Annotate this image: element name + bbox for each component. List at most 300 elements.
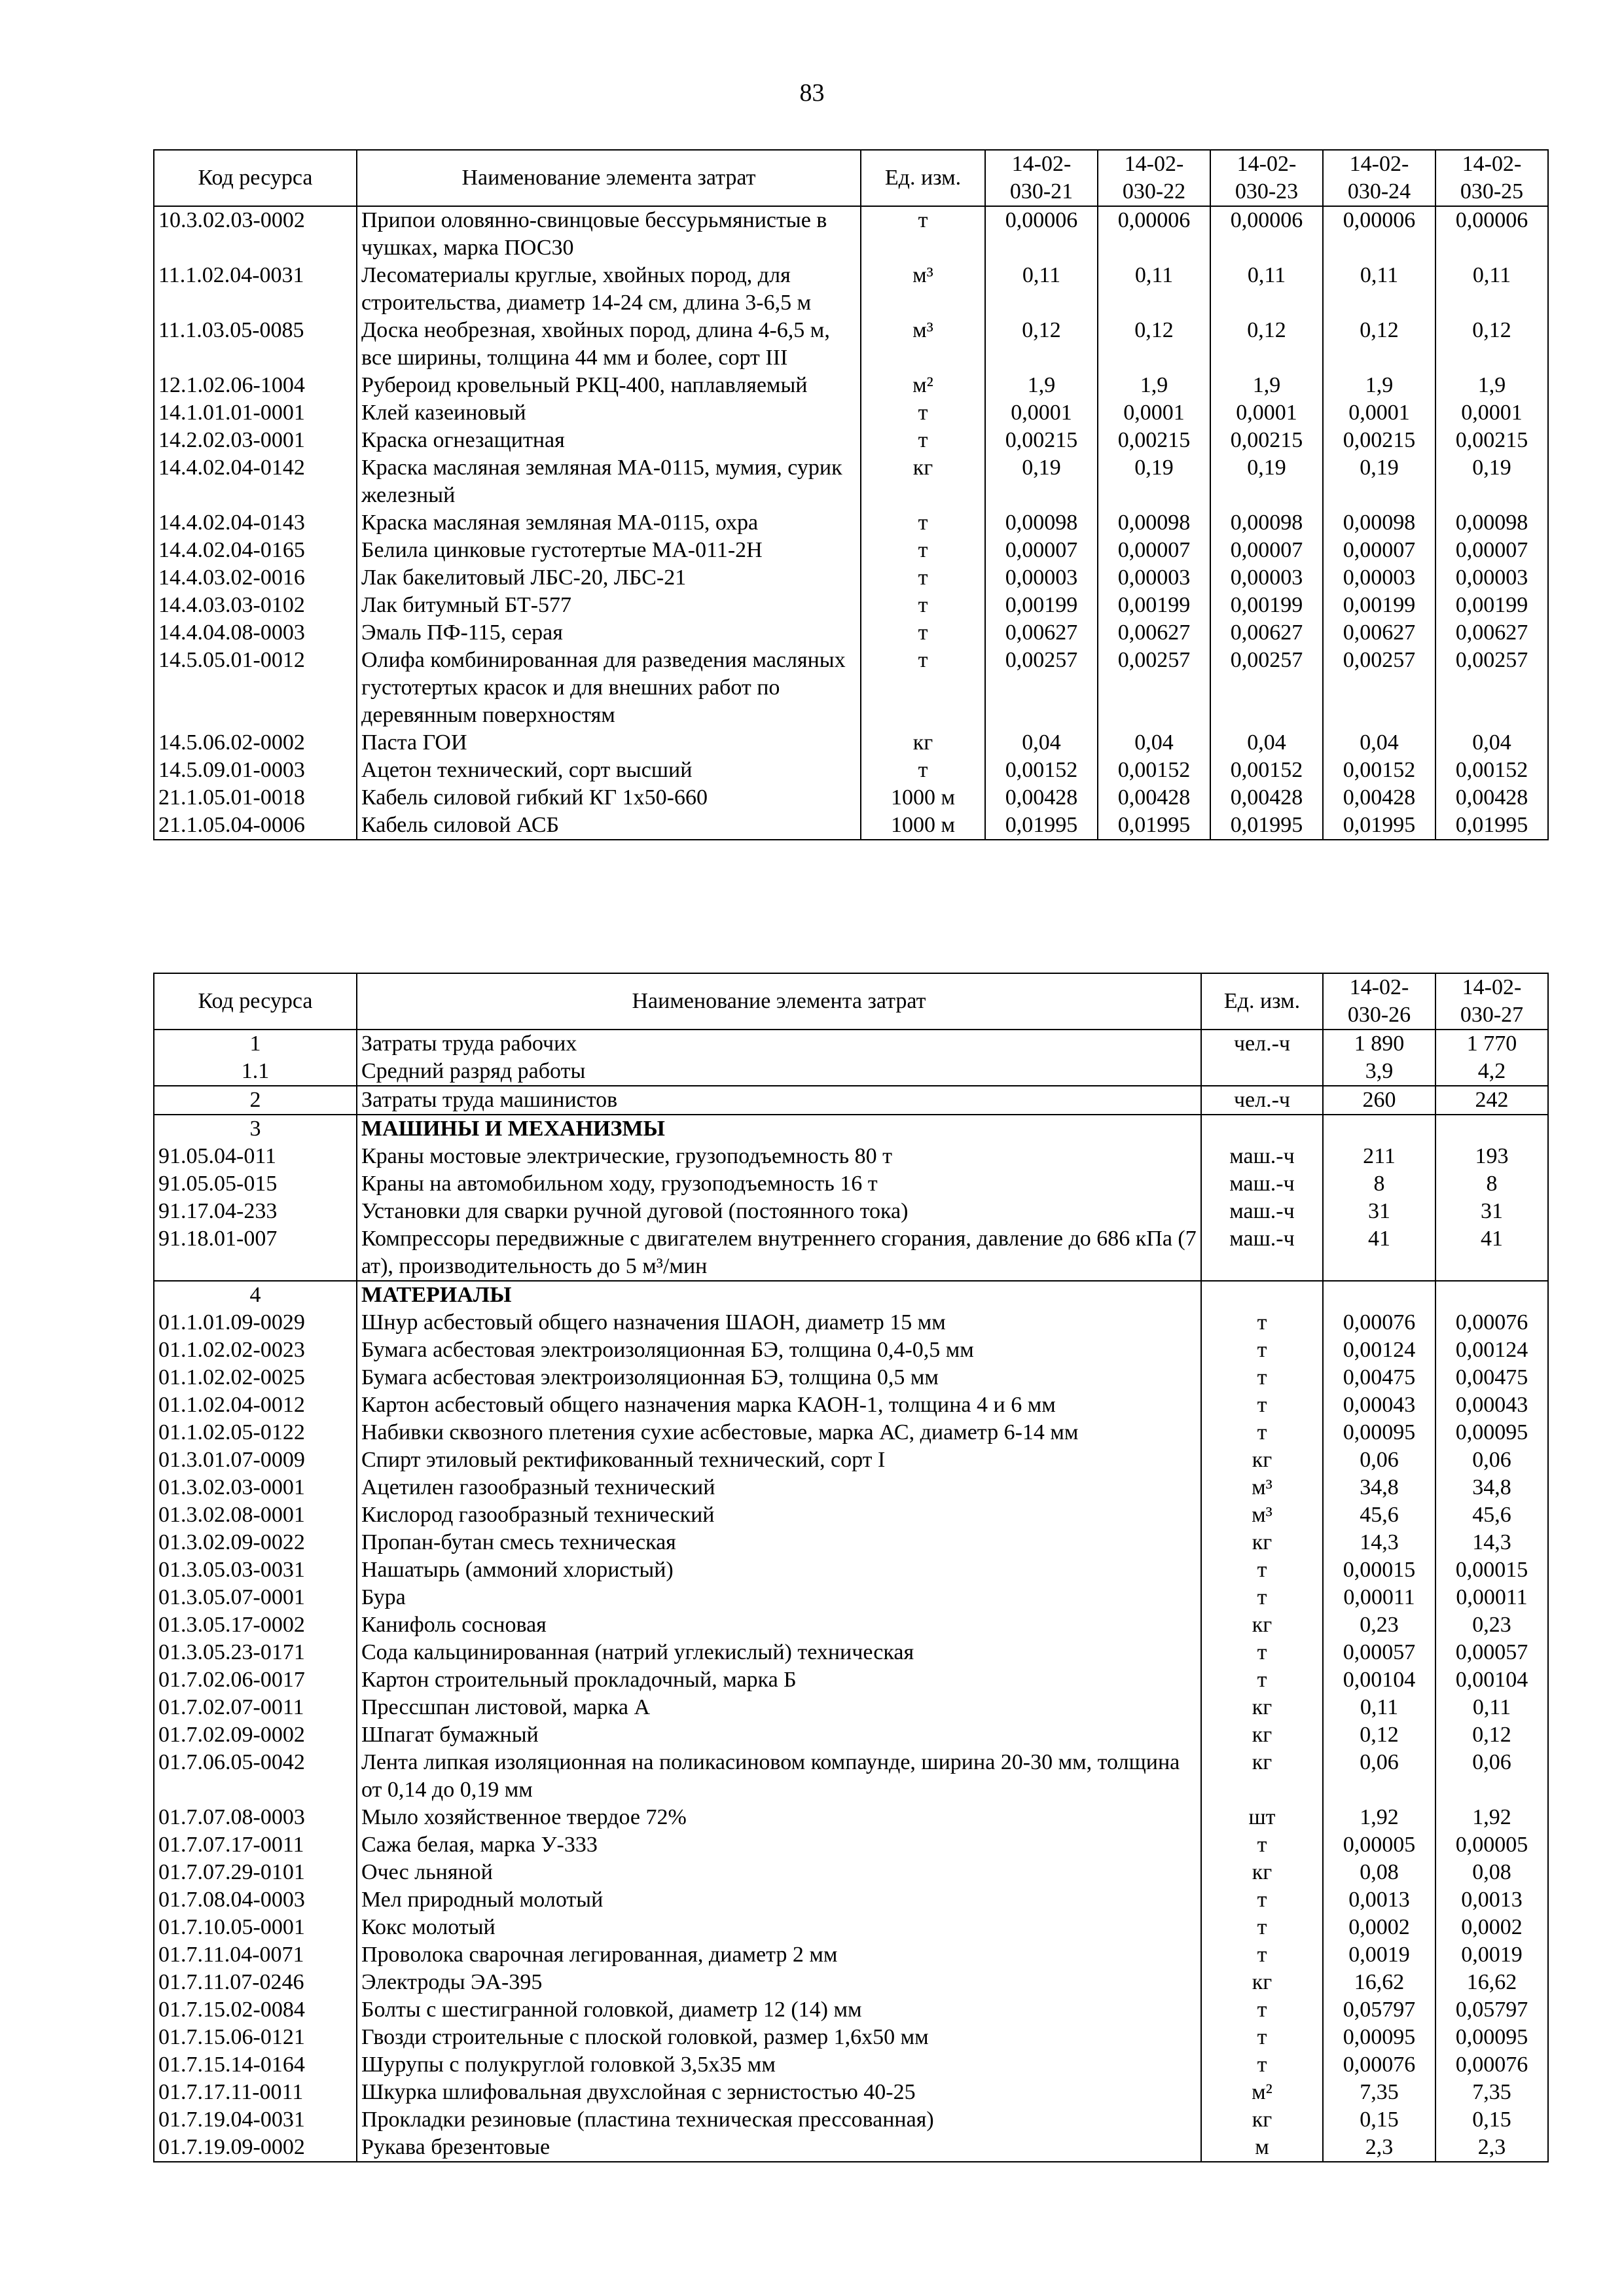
cost-element-name: Кокс молотый: [357, 1914, 1201, 1941]
value-cell: 0,00007: [1098, 537, 1210, 564]
value-cell: 0,00152: [1098, 757, 1210, 784]
cost-element-name: Прокладки резиновые (пластина техническая прессованная): [357, 2106, 1201, 2134]
cost-element-name: Припои оловянно-свинцовые бессурьмянистые в чушках, марка ПОС30: [357, 206, 861, 262]
resource-code: 01.3.05.03-0031: [154, 1556, 357, 1584]
table-row: [154, 454, 1548, 509]
value-cell: 0,00015: [1323, 1556, 1435, 1584]
cost-element-name: Краны на автомобильном ходу, грузоподъемность 16 т: [357, 1170, 1201, 1198]
table-row: [154, 537, 1548, 564]
resource-code: 01.7.02.09-0002: [154, 1721, 357, 1749]
value-cell: 0,0002: [1435, 1914, 1548, 1941]
unit: м³: [1201, 1474, 1323, 1501]
value-cell: 0,00215: [1435, 427, 1548, 454]
resource-code: 4: [154, 1281, 357, 1309]
resource-code: 01.7.08.04-0003: [154, 1886, 357, 1914]
table-row: [154, 1058, 1548, 1086]
value-cell: 0,00098: [1435, 509, 1548, 537]
table-row: [154, 1914, 1548, 1941]
value-cell: 0,11: [1435, 262, 1548, 317]
value-cell: 242: [1435, 1086, 1548, 1115]
resource-code: 01.3.05.23-0171: [154, 1639, 357, 1666]
cost-element-name: Краска огнезащитная: [357, 427, 861, 454]
value-cell: 0,00003: [1098, 564, 1210, 592]
header-code: Код ресурса: [154, 150, 357, 206]
value-cell: 0,0001: [1098, 399, 1210, 427]
value-cell: 0,00627: [985, 619, 1098, 647]
value-cell: 0,00015: [1435, 1556, 1548, 1584]
value-cell: 0,11: [1098, 262, 1210, 317]
value-cell: 0,0001: [985, 399, 1098, 427]
cost-element-name: Мыло хозяйственное твердое 72%: [357, 1804, 1201, 1831]
table-row: [154, 784, 1548, 812]
unit: т: [1201, 2051, 1323, 2079]
table-row: [154, 1364, 1548, 1391]
resource-code: 3: [154, 1115, 357, 1143]
value-cell: 0,00428: [985, 784, 1098, 812]
unit: т: [1201, 1941, 1323, 1969]
table-row: [154, 1419, 1548, 1446]
cost-element-name: Шурупы с полукруглой головкой 3,5х35 мм: [357, 2051, 1201, 2079]
value-cell: 0,04: [1210, 729, 1323, 757]
value-cell: 0,00627: [1098, 619, 1210, 647]
value-cell: 0,05797: [1435, 1996, 1548, 2024]
value-cell: 0,00007: [1435, 537, 1548, 564]
resource-code: 01.7.11.07-0246: [154, 1969, 357, 1996]
value-cell: 8: [1323, 1170, 1435, 1198]
value-cell: 34,8: [1323, 1474, 1435, 1501]
value-cell: 0,00627: [1323, 619, 1435, 647]
cost-element-name: Краска масляная земляная МА-0115, охра: [357, 509, 861, 537]
resource-code: 01.7.17.11-0011: [154, 2079, 357, 2106]
resource-code: 91.17.04-233: [154, 1198, 357, 1225]
table-row: [154, 206, 1548, 262]
cost-element-name: Ацетон технический, сорт высший: [357, 757, 861, 784]
cost-element-name: Кислород газообразный технический: [357, 1501, 1201, 1529]
cost-element-name: Затраты труда машинистов: [357, 1086, 1201, 1115]
cost-element-name: Набивки сквозного плетения сухие асбестовые, марка АС, диаметр 6-14 мм: [357, 1419, 1201, 1446]
value-cell: [1435, 1281, 1548, 1309]
resource-code: 91.05.05-015: [154, 1170, 357, 1198]
table-row: [154, 1529, 1548, 1556]
value-cell: 0,00098: [1098, 509, 1210, 537]
value-cell: 0,00011: [1435, 1584, 1548, 1611]
value-cell: 0,00095: [1435, 2024, 1548, 2051]
table-row: [154, 2024, 1548, 2051]
table-row: [154, 1859, 1548, 1886]
value-cell: 2,3: [1323, 2134, 1435, 2162]
table-row: [154, 1309, 1548, 1336]
table-row: [154, 1941, 1548, 1969]
unit: т: [1201, 1364, 1323, 1391]
resource-code: 91.05.04-011: [154, 1143, 357, 1170]
cost-element-name: Паста ГОИ: [357, 729, 861, 757]
cost-element-name: Прессшпан листовой, марка А: [357, 1694, 1201, 1721]
value-cell: 0,06: [1435, 1446, 1548, 1474]
value-cell: 0,04: [1098, 729, 1210, 757]
cost-element-name: Бумага асбестовая электроизоляционная БЭ, толщина 0,4-0,5 мм: [357, 1336, 1201, 1364]
value-cell: 0,00003: [1210, 564, 1323, 592]
unit: 1000 м: [861, 812, 985, 840]
table-row: [154, 1030, 1548, 1058]
value-cell: 0,12: [1210, 317, 1323, 372]
value-cell: 0,00007: [985, 537, 1098, 564]
value-cell: 1 770: [1435, 1030, 1548, 1058]
table-row: [154, 1969, 1548, 1996]
resource-code: 01.3.02.03-0001: [154, 1474, 357, 1501]
unit: кг: [861, 729, 985, 757]
value-cell: 0,00124: [1435, 1336, 1548, 1364]
value-cell: 1,9: [1323, 372, 1435, 399]
value-cell: 0,00003: [985, 564, 1098, 592]
header-column-1: 14-02- 030-21: [985, 150, 1098, 206]
value-cell: 41: [1323, 1225, 1435, 1281]
value-cell: 0,00152: [985, 757, 1098, 784]
value-cell: 0,12: [1323, 1721, 1435, 1749]
value-cell: 0,00057: [1323, 1639, 1435, 1666]
resource-code: 01.7.06.05-0042: [154, 1749, 357, 1804]
unit: т: [1201, 1391, 1323, 1419]
unit: м²: [861, 372, 985, 399]
cost-element-name: Рубероид кровельный РКЦ-400, наплавляемый: [357, 372, 861, 399]
table-row: [154, 647, 1548, 729]
value-cell: 1 890: [1323, 1030, 1435, 1058]
cost-element-name: Очес льняной: [357, 1859, 1201, 1886]
table-row: [154, 1143, 1548, 1170]
value-cell: 0,23: [1435, 1611, 1548, 1639]
unit: т: [1201, 1309, 1323, 1336]
value-cell: 14,3: [1435, 1529, 1548, 1556]
value-cell: 0,00215: [1098, 427, 1210, 454]
table-header-row: [154, 973, 1548, 1030]
header-column-2: 14-02- 030-27: [1435, 973, 1548, 1030]
table-row: [154, 1391, 1548, 1419]
cost-element-name: Ацетилен газообразный технический: [357, 1474, 1201, 1501]
cost-element-name: Сажа белая, марка У-333: [357, 1831, 1201, 1859]
resource-code: 01.7.15.02-0084: [154, 1996, 357, 2024]
value-cell: 0,00007: [1210, 537, 1323, 564]
table-row: [154, 1639, 1548, 1666]
value-cell: 0,15: [1435, 2106, 1548, 2134]
table-row: [154, 757, 1548, 784]
unit: м³: [1201, 1501, 1323, 1529]
cost-element-name: Средний разряд работы: [357, 1058, 1201, 1086]
table-row: [154, 317, 1548, 372]
resource-code: 14.1.01.01-0001: [154, 399, 357, 427]
resource-code: 21.1.05.01-0018: [154, 784, 357, 812]
table-row: [154, 1996, 1548, 2024]
unit: т: [1201, 2024, 1323, 2051]
value-cell: 34,8: [1435, 1474, 1548, 1501]
table-row: [154, 1170, 1548, 1198]
cost-element-name: Гвозди строительные с плоской головкой, размер 1,6х50 мм: [357, 2024, 1201, 2051]
resource-code: 01.1.01.09-0029: [154, 1309, 357, 1336]
resource-code: 14.5.09.01-0003: [154, 757, 357, 784]
value-cell: 0,00257: [1435, 647, 1548, 729]
table-row: [154, 1556, 1548, 1584]
table-row: [154, 1446, 1548, 1474]
table-header-row: [154, 150, 1548, 206]
value-cell: 0,00005: [1323, 1831, 1435, 1859]
resource-code: 14.4.02.04-0165: [154, 537, 357, 564]
unit: т: [861, 757, 985, 784]
unit: т: [1201, 1996, 1323, 2024]
table-row: [154, 427, 1548, 454]
cost-element-name: Электроды ЭА-395: [357, 1969, 1201, 1996]
unit: т: [1201, 1584, 1323, 1611]
unit: м³: [861, 317, 985, 372]
resource-code: 21.1.05.04-0006: [154, 812, 357, 840]
unit: кг: [1201, 1969, 1323, 1996]
table-row: [154, 1474, 1548, 1501]
cost-element-name: Лак битумный БТ-577: [357, 592, 861, 619]
cost-element-name: Спирт этиловый ректификованный технический, сорт I: [357, 1446, 1201, 1474]
header-column-5: 14-02- 030-25: [1435, 150, 1548, 206]
value-cell: 0,00005: [1435, 1831, 1548, 1859]
cost-element-name: Установки для сварки ручной дуговой (постоянного тока): [357, 1198, 1201, 1225]
value-cell: 0,00003: [1435, 564, 1548, 592]
resource-code: 01.7.15.06-0121: [154, 2024, 357, 2051]
value-cell: 0,01995: [1098, 812, 1210, 840]
value-cell: 0,12: [1435, 1721, 1548, 1749]
value-cell: 0,01995: [1323, 812, 1435, 840]
resource-code: 01.3.02.08-0001: [154, 1501, 357, 1529]
table-row: [154, 509, 1548, 537]
value-cell: 211: [1323, 1143, 1435, 1170]
unit: т: [861, 399, 985, 427]
value-cell: 0,00098: [1210, 509, 1323, 537]
value-cell: 0,00006: [1210, 206, 1323, 262]
value-cell: 0,00057: [1435, 1639, 1548, 1666]
resource-code: 14.4.02.04-0143: [154, 509, 357, 537]
value-cell: 0,00215: [1323, 427, 1435, 454]
table-row: [154, 1336, 1548, 1364]
unit: чел.-ч: [1201, 1030, 1323, 1058]
table-row: [154, 2106, 1548, 2134]
table-row: [154, 592, 1548, 619]
cost-element-name: Лента липкая изоляционная на поликасиновом компаунде, ширина 20-30 мм, толщина от 0,14 до 0,19 мм: [357, 1749, 1201, 1804]
table-row: [154, 1281, 1548, 1309]
unit: кг: [1201, 1749, 1323, 1804]
header-unit: Ед. изм.: [861, 150, 985, 206]
value-cell: 0,00095: [1323, 1419, 1435, 1446]
value-cell: 0,00428: [1210, 784, 1323, 812]
value-cell: 0,00006: [1323, 206, 1435, 262]
table-row: [154, 1749, 1548, 1804]
resource-code: 14.5.05.01-0012: [154, 647, 357, 729]
table-row: [154, 1804, 1548, 1831]
cost-element-name: Шнур асбестовый общего назначения ШАОН, диаметр 15 мм: [357, 1309, 1201, 1336]
value-cell: 0,19: [1098, 454, 1210, 509]
value-cell: 0,00475: [1323, 1364, 1435, 1391]
value-cell: 0,00076: [1435, 2051, 1548, 2079]
resource-code: 2: [154, 1086, 357, 1115]
value-cell: 0,00043: [1435, 1391, 1548, 1419]
unit: шт: [1201, 1804, 1323, 1831]
resource-code: 01.1.02.02-0023: [154, 1336, 357, 1364]
unit: т: [861, 619, 985, 647]
unit: кг: [1201, 1446, 1323, 1474]
unit: т: [1201, 1639, 1323, 1666]
unit: м²: [1201, 2079, 1323, 2106]
resource-code: 01.7.19.04-0031: [154, 2106, 357, 2134]
cost-element-name: Нашатырь (аммоний хлористый): [357, 1556, 1201, 1584]
unit: м³: [861, 262, 985, 317]
value-cell: 45,6: [1323, 1501, 1435, 1529]
resource-code: 01.7.10.05-0001: [154, 1914, 357, 1941]
table-row: [154, 1611, 1548, 1639]
value-cell: 0,00199: [1098, 592, 1210, 619]
value-cell: 0,00152: [1435, 757, 1548, 784]
value-cell: 0,00006: [1435, 206, 1548, 262]
page-number: 83: [799, 79, 825, 107]
cost-element-name: Бумага асбестовая электроизоляционная БЭ, толщина 0,5 мм: [357, 1364, 1201, 1391]
cost-element-name: Краска масляная земляная МА-0115, мумия, сурик железный: [357, 454, 861, 509]
unit: т: [861, 537, 985, 564]
value-cell: 45,6: [1435, 1501, 1548, 1529]
cost-element-name: Сода кальцинированная (натрий углекислый) техническая: [357, 1639, 1201, 1666]
value-cell: [1323, 1281, 1435, 1309]
cost-element-name: Компрессоры передвижные с двигателем внутреннего сгорания, давление до 686 кПа (7 ат), производительность до 5 м³/мин: [357, 1225, 1201, 1281]
cost-element-name: Мел природный молотый: [357, 1886, 1201, 1914]
value-cell: 0,19: [1210, 454, 1323, 509]
table-row: [154, 1584, 1548, 1611]
value-cell: 0,00257: [1323, 647, 1435, 729]
value-cell: [1435, 1115, 1548, 1143]
header-unit: Ед. изм.: [1201, 973, 1323, 1030]
value-cell: 0,11: [1435, 1694, 1548, 1721]
value-cell: 0,19: [985, 454, 1098, 509]
unit: [1201, 1058, 1323, 1086]
resource-code: 14.4.03.02-0016: [154, 564, 357, 592]
unit: т: [1201, 1336, 1323, 1364]
unit: маш.-ч: [1201, 1225, 1323, 1281]
table-row: [154, 1115, 1548, 1143]
unit: т: [861, 647, 985, 729]
unit: т: [1201, 1556, 1323, 1584]
value-cell: 0,00007: [1323, 537, 1435, 564]
table-row: [154, 1225, 1548, 1281]
value-cell: 0,19: [1323, 454, 1435, 509]
resource-code: 01.7.02.06-0017: [154, 1666, 357, 1694]
unit: [1201, 1281, 1323, 1309]
value-cell: 1,92: [1323, 1804, 1435, 1831]
cost-element-name: Рукава брезентовые: [357, 2134, 1201, 2162]
value-cell: 0,00627: [1435, 619, 1548, 647]
value-cell: 0,00215: [1210, 427, 1323, 454]
header-name: Наименование элемента затрат: [357, 150, 861, 206]
cost-element-name: Олифа комбинированная для разведения масляных густотертых красок и для внешних работ по деревянным поверхностям: [357, 647, 861, 729]
value-cell: 14,3: [1323, 1529, 1435, 1556]
unit: кг: [1201, 1721, 1323, 1749]
value-cell: 0,00199: [1210, 592, 1323, 619]
resource-code: 11.1.03.05-0085: [154, 317, 357, 372]
resource-code: 14.2.02.03-0001: [154, 427, 357, 454]
table-row: [154, 1501, 1548, 1529]
value-cell: 0,00104: [1323, 1666, 1435, 1694]
cost-element-name: Лак бакелитовый ЛБС-20, ЛБС-21: [357, 564, 861, 592]
resource-code: 14.4.04.08-0003: [154, 619, 357, 647]
value-cell: 0,00104: [1435, 1666, 1548, 1694]
value-cell: 0,0001: [1435, 399, 1548, 427]
resource-code: 01.7.07.08-0003: [154, 1804, 357, 1831]
value-cell: 0,12: [1323, 317, 1435, 372]
header-column-4: 14-02- 030-24: [1323, 150, 1435, 206]
value-cell: 0,0019: [1323, 1941, 1435, 1969]
resource-code: 01.7.15.14-0164: [154, 2051, 357, 2079]
table-row: [154, 1086, 1548, 1115]
resource-code: 01.7.19.09-0002: [154, 2134, 357, 2162]
resource-code: 91.18.01-007: [154, 1225, 357, 1281]
resource-table-2: [153, 973, 1549, 2162]
cost-element-name: Кабель силовой АСБ: [357, 812, 861, 840]
table-row: [154, 1886, 1548, 1914]
resource-code: 01.3.05.07-0001: [154, 1584, 357, 1611]
value-cell: 0,00428: [1323, 784, 1435, 812]
value-cell: 0,01995: [1210, 812, 1323, 840]
value-cell: 0,00003: [1323, 564, 1435, 592]
value-cell: 8: [1435, 1170, 1548, 1198]
value-cell: 0,00076: [1323, 1309, 1435, 1336]
resource-code: 10.3.02.03-0002: [154, 206, 357, 262]
cost-element-name: Бура: [357, 1584, 1201, 1611]
resource-code: 01.7.07.17-0011: [154, 1831, 357, 1859]
table-row: [154, 1721, 1548, 1749]
value-cell: 260: [1323, 1086, 1435, 1115]
table-row: [154, 1831, 1548, 1859]
value-cell: [1323, 1115, 1435, 1143]
header-column-2: 14-02- 030-22: [1098, 150, 1210, 206]
resource-code: 12.1.02.06-1004: [154, 372, 357, 399]
unit: т: [1201, 1831, 1323, 1859]
table-row: [154, 619, 1548, 647]
value-cell: 4,2: [1435, 1058, 1548, 1086]
resource-code: 01.1.02.05-0122: [154, 1419, 357, 1446]
value-cell: 0,0001: [1210, 399, 1323, 427]
value-cell: 0,0001: [1323, 399, 1435, 427]
value-cell: 0,00095: [1323, 2024, 1435, 2051]
resource-code: 01.1.02.04-0012: [154, 1391, 357, 1419]
value-cell: 0,05797: [1323, 1996, 1435, 2024]
unit: кг: [1201, 1859, 1323, 1886]
resource-code: 1: [154, 1030, 357, 1058]
resource-code: 01.3.02.09-0022: [154, 1529, 357, 1556]
unit: маш.-ч: [1201, 1198, 1323, 1225]
unit: кг: [1201, 1611, 1323, 1639]
cost-element-name: Краны мостовые электрические, грузоподъемность 80 т: [357, 1143, 1201, 1170]
value-cell: 0,04: [1435, 729, 1548, 757]
header-column-3: 14-02- 030-23: [1210, 150, 1323, 206]
resource-code: 01.7.11.04-0071: [154, 1941, 357, 1969]
value-cell: 0,23: [1323, 1611, 1435, 1639]
header-name: Наименование элемента затрат: [357, 973, 1201, 1030]
cost-element-name: Проволока сварочная легированная, диаметр 2 мм: [357, 1941, 1201, 1969]
value-cell: 0,00428: [1098, 784, 1210, 812]
unit: т: [1201, 1886, 1323, 1914]
unit: маш.-ч: [1201, 1143, 1323, 1170]
cost-element-name: МАШИНЫ И МЕХАНИЗМЫ: [357, 1115, 1201, 1143]
value-cell: 0,00257: [1098, 647, 1210, 729]
value-cell: 0,00098: [985, 509, 1098, 537]
value-cell: 0,00152: [1210, 757, 1323, 784]
value-cell: 1,9: [1435, 372, 1548, 399]
value-cell: 7,35: [1323, 2079, 1435, 2106]
table-row: [154, 564, 1548, 592]
value-cell: 0,04: [985, 729, 1098, 757]
cost-element-name: Эмаль ПФ-115, серая: [357, 619, 861, 647]
unit: т: [861, 427, 985, 454]
cost-element-name: Лесоматериалы круглые, хвойных пород, для строительства, диаметр 14-24 см, длина 3-6,5 м: [357, 262, 861, 317]
value-cell: 0,08: [1323, 1859, 1435, 1886]
